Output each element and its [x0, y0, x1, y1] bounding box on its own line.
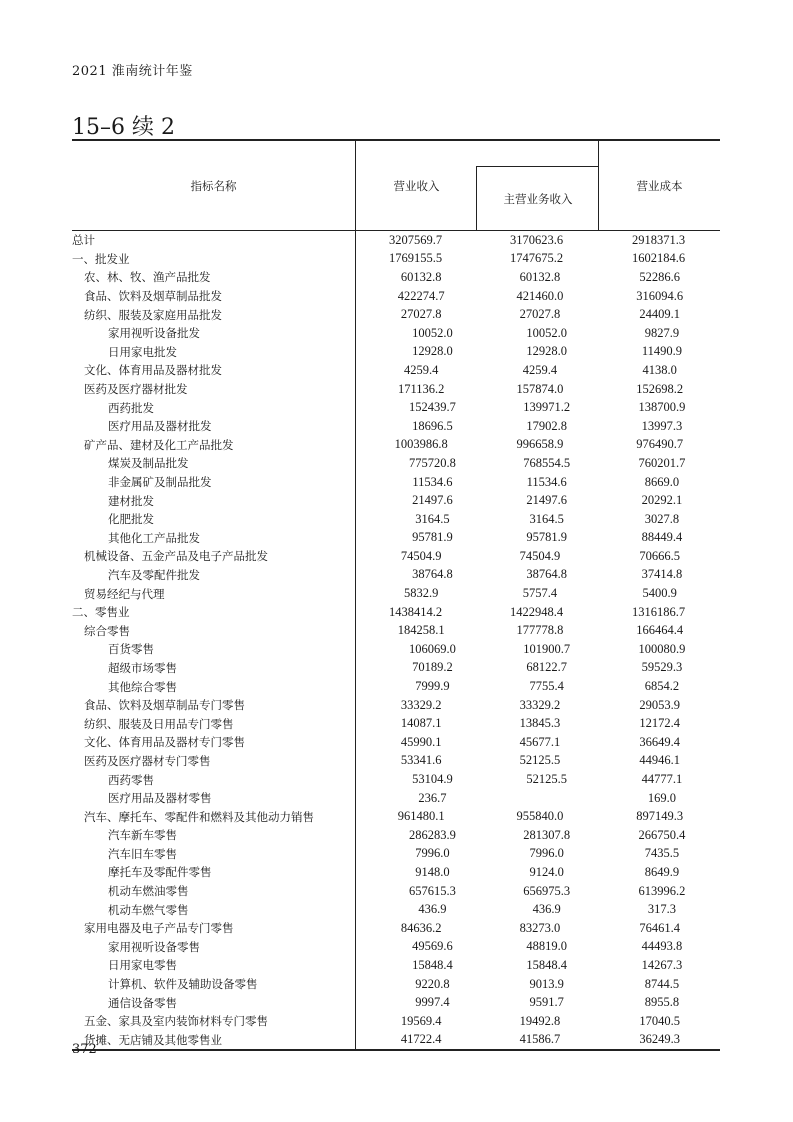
- row-main-revenue: 52125.5: [519, 753, 561, 768]
- row-revenue: 45990.1: [400, 734, 442, 749]
- row-name: 机动车燃油零售: [108, 884, 189, 899]
- row-main-revenue: 15848.4: [526, 957, 568, 972]
- row-name: 二、零售业: [72, 605, 130, 620]
- page-number: 372: [72, 1042, 97, 1057]
- row-main-revenue: 3170623.6: [509, 232, 564, 247]
- row-main-revenue: 5757.4: [522, 586, 558, 601]
- table-row: [72, 863, 720, 882]
- row-name: 文化、体育用品及器材专门零售: [84, 735, 245, 750]
- row-cost: 24409.1: [639, 307, 680, 322]
- row-name: 汽车、摩托车、零配件和燃料及其他动力销售: [84, 809, 314, 824]
- row-name: 超级市场零售: [108, 660, 177, 675]
- row-name: 化肥批发: [108, 512, 154, 527]
- row-revenue: 1003986.8: [394, 437, 448, 452]
- row-revenue: 70189.2: [412, 660, 453, 675]
- row-main-revenue: 95781.9: [526, 530, 568, 545]
- row-cost: 760201.7: [638, 455, 686, 470]
- row-revenue: 422274.7: [397, 288, 445, 303]
- row-main-revenue: 9124.0: [529, 864, 564, 879]
- row-name: 医药及医疗器材批发: [84, 382, 188, 397]
- row-main-revenue: 7755.4: [529, 679, 564, 694]
- row-name: 汽车旧车零售: [108, 846, 177, 861]
- row-revenue: 49569.6: [412, 939, 453, 954]
- row-cost: 152698.2: [636, 381, 684, 396]
- table-row: [72, 919, 720, 938]
- row-revenue: 53104.9: [412, 772, 453, 787]
- row-cost: 613996.2: [638, 883, 686, 898]
- table-row: [72, 417, 720, 436]
- statistics-table: [72, 139, 720, 1051]
- row-revenue: 11534.6: [412, 474, 453, 489]
- row-cost: 17040.5: [639, 1013, 680, 1028]
- row-cost: 37414.8: [641, 567, 683, 582]
- row-cost: 8955.8: [644, 995, 680, 1010]
- table-row: [72, 584, 720, 603]
- row-name: 矿产品、建材及化工产品批发: [84, 437, 234, 452]
- row-name: 综合零售: [84, 623, 130, 638]
- row-revenue: 14087.1: [400, 716, 442, 731]
- row-revenue: 60132.8: [400, 269, 442, 284]
- table-header: [72, 139, 720, 231]
- row-name: 家用电器及电子产品专门零售: [84, 921, 234, 936]
- row-cost: 2918371.3: [631, 232, 686, 247]
- row-cost: 36249.3: [639, 1032, 680, 1047]
- row-revenue: 3207569.7: [388, 232, 443, 247]
- row-name: 货摊、无店铺及其他零售业: [84, 1032, 222, 1047]
- row-revenue: 236.7: [418, 790, 447, 805]
- row-name: 贸易经纪与代理: [84, 586, 165, 601]
- row-revenue: 9220.8: [415, 976, 450, 991]
- row-name: 机械设备、五金产品及电子产品批发: [84, 549, 268, 564]
- table-row: [72, 752, 720, 771]
- row-main-revenue: 1422948.4: [509, 604, 564, 619]
- row-name: 纺织、服装及日用品专门零售: [84, 716, 234, 731]
- row-revenue: 38764.8: [412, 567, 453, 582]
- row-main-revenue: 4259.4: [522, 362, 558, 377]
- row-cost: 8669.0: [644, 474, 680, 489]
- table-row: [72, 603, 720, 622]
- row-main-revenue: 101900.7: [523, 641, 571, 656]
- row-cost: 29053.9: [639, 697, 680, 712]
- row-main-revenue: 19492.8: [519, 1013, 561, 1028]
- table-row: [72, 845, 720, 864]
- table-row: [72, 287, 720, 306]
- row-main-revenue: 60132.8: [519, 269, 561, 284]
- row-name: 西药批发: [108, 400, 154, 415]
- row-revenue: 152439.7: [408, 400, 456, 415]
- row-cost: 36649.4: [639, 734, 680, 749]
- row-cost: 3027.8: [644, 511, 680, 526]
- row-revenue: 4259.4: [403, 362, 439, 377]
- row-revenue: 19569.4: [400, 1013, 442, 1028]
- table-row: [72, 882, 720, 901]
- row-cost: 44493.8: [641, 939, 683, 954]
- table-row: [72, 324, 720, 343]
- row-cost: 52286.6: [639, 269, 680, 284]
- row-revenue: 7996.0: [415, 846, 450, 861]
- row-cost: 44946.1: [639, 753, 680, 768]
- row-main-revenue: 48819.0: [526, 939, 568, 954]
- row-revenue: 961480.1: [397, 809, 445, 824]
- table-row: [72, 250, 720, 269]
- row-cost: 169.0: [647, 790, 676, 805]
- table-row: [72, 343, 720, 362]
- row-name: 其他综合零售: [108, 679, 177, 694]
- row-name: 医疗用品及器材零售: [108, 791, 212, 806]
- table-row: [72, 491, 720, 510]
- row-main-revenue: 7996.0: [529, 846, 564, 861]
- row-revenue: 21497.6: [412, 493, 453, 508]
- row-name: 五金、家具及室内装饰材料专门零售: [84, 1014, 268, 1029]
- row-revenue: 9148.0: [415, 864, 450, 879]
- row-main-revenue: 955840.0: [516, 809, 564, 824]
- row-revenue: 436.9: [418, 902, 447, 917]
- table-row: [72, 305, 720, 324]
- row-revenue: 1438414.2: [388, 604, 443, 619]
- row-name: 食品、饮料及烟草制品批发: [84, 289, 222, 304]
- row-main-revenue: 33329.2: [519, 697, 561, 712]
- table-row: [72, 454, 720, 473]
- table-row: [72, 770, 720, 789]
- table-row: [72, 714, 720, 733]
- row-main-revenue: 17902.8: [526, 418, 568, 433]
- row-revenue: 286283.9: [408, 827, 456, 842]
- row-main-revenue: 13845.3: [519, 716, 561, 731]
- table-row: [72, 473, 720, 492]
- row-main-revenue: 83273.0: [519, 920, 561, 935]
- table-row: [72, 1012, 720, 1031]
- row-cost: 976490.7: [636, 437, 684, 452]
- row-cost: 20292.1: [641, 493, 683, 508]
- table-row: [72, 807, 720, 826]
- row-cost: 70666.5: [639, 548, 680, 563]
- header-main-revenue-box: [476, 166, 599, 231]
- header-cost: 营业成本: [636, 178, 683, 193]
- row-cost: 1316186.7: [631, 604, 686, 619]
- row-main-revenue: 139971.2: [523, 400, 571, 415]
- row-main-revenue: 68122.7: [526, 660, 568, 675]
- table-row: [72, 268, 720, 287]
- row-cost: 7435.5: [644, 846, 680, 861]
- header-indicator-name: 指标名称: [190, 178, 237, 193]
- row-cost: 1602184.6: [631, 251, 686, 266]
- row-main-revenue: 52125.5: [526, 772, 568, 787]
- row-cost: 166464.4: [636, 623, 684, 638]
- table-row: [72, 380, 720, 399]
- row-main-revenue: 11534.6: [526, 474, 567, 489]
- table-row: [72, 231, 720, 250]
- row-cost: 4138.0: [642, 362, 677, 377]
- table-row: [72, 789, 720, 808]
- row-cost: 8649.9: [644, 864, 680, 879]
- table-row: [72, 696, 720, 715]
- table-row: [72, 900, 720, 919]
- table-row: [72, 993, 720, 1012]
- row-cost: 317.3: [647, 902, 676, 917]
- row-cost: 44777.1: [641, 772, 683, 787]
- row-main-revenue: 45677.1: [519, 734, 561, 749]
- row-name: 西药零售: [108, 772, 154, 787]
- table-body: [72, 231, 720, 1051]
- row-main-revenue: 12928.0: [526, 344, 568, 359]
- table-row: [72, 529, 720, 548]
- row-main-revenue: 21497.6: [526, 493, 568, 508]
- header-main-revenue: 主营业务收入: [503, 192, 573, 206]
- row-cost: 14267.3: [641, 957, 683, 972]
- table-row: [72, 398, 720, 417]
- row-main-revenue: 281307.8: [523, 827, 571, 842]
- table-row: [72, 956, 720, 975]
- row-name: 农、林、牧、渔产品批发: [84, 270, 211, 285]
- row-cost: 6854.2: [644, 679, 680, 694]
- row-name: 家用视听设备零售: [108, 939, 200, 954]
- row-cost: 138700.9: [638, 400, 686, 415]
- table-title: 15–6 续 2: [72, 115, 175, 140]
- row-revenue: 41722.4: [400, 1032, 442, 1047]
- row-main-revenue: 74504.9: [519, 548, 561, 563]
- row-name: 日用家电零售: [108, 958, 177, 973]
- running-head: 2021 淮南统计年鉴: [72, 64, 193, 79]
- row-cost: 9827.9: [644, 325, 680, 340]
- table-row: [72, 566, 720, 585]
- table-row: [72, 733, 720, 752]
- row-main-revenue: 656975.3: [523, 883, 571, 898]
- row-main-revenue: 9591.7: [529, 995, 564, 1010]
- table-row: [72, 826, 720, 845]
- row-main-revenue: 421460.0: [516, 288, 564, 303]
- table-row: [72, 975, 720, 994]
- row-name: 家用视听设备批发: [108, 326, 200, 341]
- row-revenue: 84636.2: [400, 920, 442, 935]
- row-main-revenue: 1747675.2: [509, 251, 564, 266]
- row-name: 机动车燃气零售: [108, 902, 189, 917]
- row-main-revenue: 157874.0: [516, 381, 564, 396]
- header-revenue: 营业收入: [393, 178, 440, 193]
- row-name: 百货零售: [108, 642, 154, 657]
- row-revenue: 5832.9: [403, 586, 439, 601]
- row-main-revenue: 768554.5: [523, 455, 571, 470]
- row-name: 医疗用品及器材批发: [108, 419, 212, 434]
- row-revenue: 184258.1: [397, 623, 445, 638]
- row-revenue: 15848.4: [412, 957, 453, 972]
- body-divider: [355, 231, 356, 1049]
- row-name: 医药及医疗器材专门零售: [84, 753, 211, 768]
- row-name: 煤炭及制品批发: [108, 456, 189, 471]
- table-row: [72, 1031, 720, 1050]
- row-name: 一、批发业: [72, 251, 130, 266]
- row-name: 总计: [72, 233, 95, 248]
- row-name: 日用家电批发: [108, 344, 177, 359]
- table-row: [72, 677, 720, 696]
- row-name: 文化、体育用品及器材批发: [84, 363, 222, 378]
- row-main-revenue: 27027.8: [519, 307, 561, 322]
- row-revenue: 10052.0: [412, 325, 453, 340]
- row-revenue: 171136.2: [397, 381, 445, 396]
- row-name: 摩托车及零配件零售: [108, 865, 212, 880]
- row-revenue: 27027.8: [400, 307, 442, 322]
- row-cost: 11490.9: [641, 344, 683, 359]
- row-cost: 266750.4: [638, 827, 686, 842]
- row-revenue: 12928.0: [412, 344, 453, 359]
- row-cost: 8744.5: [644, 976, 680, 991]
- row-revenue: 95781.9: [412, 530, 453, 545]
- table-row: [72, 640, 720, 659]
- row-revenue: 53341.6: [400, 753, 442, 768]
- row-revenue: 33329.2: [400, 697, 442, 712]
- row-revenue: 3164.5: [415, 511, 450, 526]
- row-main-revenue: 38764.8: [526, 567, 568, 582]
- row-main-revenue: 9013.9: [529, 976, 564, 991]
- row-revenue: 775720.8: [408, 455, 456, 470]
- row-cost: 100080.9: [638, 641, 686, 656]
- row-name: 食品、饮料及烟草制品专门零售: [84, 698, 245, 713]
- table-row: [72, 510, 720, 529]
- row-cost: 76461.4: [639, 920, 680, 935]
- table-row: [72, 361, 720, 380]
- row-main-revenue: 41586.7: [519, 1032, 561, 1047]
- table-row: [72, 659, 720, 678]
- row-revenue: 106069.0: [408, 641, 456, 656]
- row-revenue: 9997.4: [415, 995, 450, 1010]
- table-row: [72, 547, 720, 566]
- row-revenue: 657615.3: [408, 883, 456, 898]
- row-name: 汽车新车零售: [108, 828, 177, 843]
- row-main-revenue: 10052.0: [526, 325, 568, 340]
- table-row: [72, 621, 720, 640]
- row-name: 通信设备零售: [108, 995, 177, 1010]
- row-main-revenue: 436.9: [532, 902, 561, 917]
- row-name: 计算机、软件及辅助设备零售: [108, 977, 258, 992]
- row-name: 非金属矿及制品批发: [108, 475, 212, 490]
- row-cost: 316094.6: [636, 288, 684, 303]
- table-row: [72, 938, 720, 957]
- row-cost: 88449.4: [641, 530, 683, 545]
- row-cost: 13997.3: [641, 418, 683, 433]
- row-cost: 59529.3: [641, 660, 683, 675]
- row-cost: 897149.3: [636, 809, 684, 824]
- row-name: 建材批发: [108, 493, 154, 508]
- row-main-revenue: 3164.5: [529, 511, 564, 526]
- table-row: [72, 436, 720, 455]
- row-main-revenue: 996658.9: [516, 437, 564, 452]
- row-revenue: 18696.5: [412, 418, 453, 433]
- row-main-revenue: 177778.8: [516, 623, 564, 638]
- row-cost: 5400.9: [642, 586, 677, 601]
- row-revenue: 1769155.5: [388, 251, 443, 266]
- row-name: 其他化工产品批发: [108, 530, 200, 545]
- row-name: 汽车及零配件批发: [108, 567, 200, 582]
- row-revenue: 7999.9: [415, 679, 450, 694]
- row-cost: 12172.4: [639, 716, 680, 731]
- row-revenue: 74504.9: [400, 548, 442, 563]
- row-name: 纺织、服装及家庭用品批发: [84, 307, 222, 322]
